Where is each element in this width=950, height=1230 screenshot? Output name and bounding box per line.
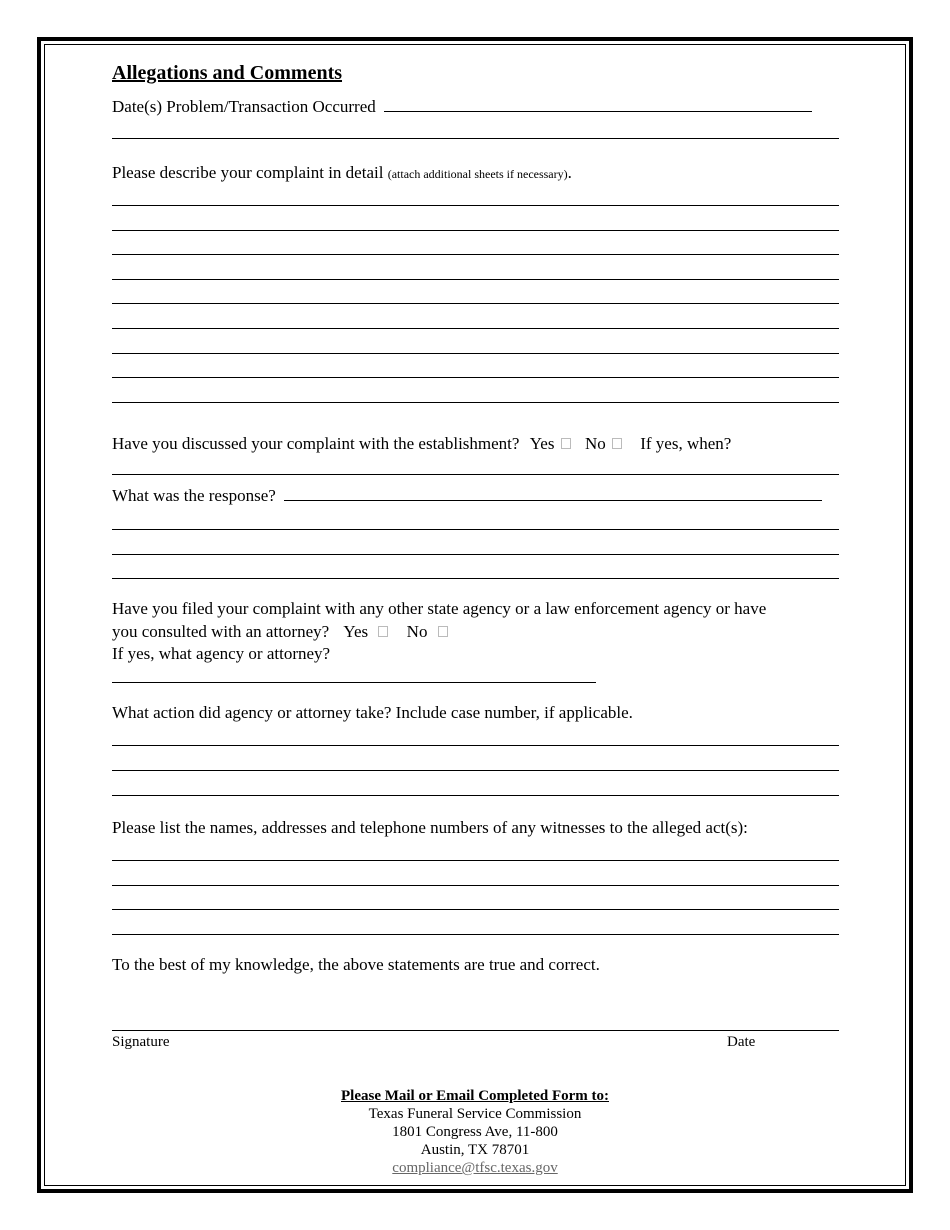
discussed-no-checkbox[interactable] xyxy=(612,438,622,449)
complaint-detail-line[interactable] xyxy=(112,230,839,231)
describe-complaint-row xyxy=(112,163,572,183)
mail-instructions xyxy=(0,1087,950,1177)
filed-yes-label: Yes xyxy=(343,622,369,641)
filed-no-checkbox[interactable] xyxy=(438,626,448,637)
discussed-question: Have you discussed your complaint with the establishment? xyxy=(112,434,520,453)
action-line[interactable] xyxy=(112,745,839,746)
filed-question-line-2: you consulted with an attorney? xyxy=(112,622,330,641)
response-line[interactable] xyxy=(112,578,839,579)
filed-yes-checkbox[interactable] xyxy=(378,626,388,637)
filed-row xyxy=(112,622,450,642)
mail-org: Texas Funeral Service Commission xyxy=(368,1106,582,1122)
mail-email-link[interactable]: compliance@tfsc.texas.gov xyxy=(392,1160,558,1176)
action-line[interactable] xyxy=(112,770,839,771)
signature-line[interactable] xyxy=(112,1030,839,1031)
complaint-detail-line[interactable] xyxy=(112,279,839,280)
action-line[interactable] xyxy=(112,795,839,796)
response-field[interactable] xyxy=(284,499,822,501)
date-occurred-label: Date(s) Problem/Transaction Occurred xyxy=(112,97,376,116)
describe-complaint-note: (attach additional sheets if necessary) xyxy=(387,167,568,181)
discussed-yes-label: Yes xyxy=(529,434,555,453)
complaint-detail-line[interactable] xyxy=(112,402,839,403)
form-title: Allegations and Comments xyxy=(112,62,343,84)
discussed-yes-checkbox[interactable] xyxy=(561,438,571,449)
describe-complaint-label: Please describe your complaint in detail xyxy=(112,163,384,182)
agency-label: If yes, what agency or attorney? xyxy=(112,644,331,663)
discussed-when-label: If yes, when? xyxy=(640,434,732,453)
complaint-detail-line[interactable] xyxy=(112,377,839,378)
affirmation-text: To the best of my knowledge, the above statements are true and correct. xyxy=(112,955,600,974)
filed-question-line-1: Have you filed your complaint with any other state agency or a law enforcement agency or have xyxy=(112,599,767,618)
date-occurred-field[interactable] xyxy=(384,110,812,112)
discussed-no-label: No xyxy=(584,434,606,453)
response-row xyxy=(112,486,822,506)
filed-no-label: No xyxy=(406,622,428,641)
action-question: What action did agency or attorney take? Include case number, if applicable. xyxy=(112,703,633,722)
complaint-detail-line[interactable] xyxy=(112,254,839,255)
mail-address-line-2: Austin, TX 78701 xyxy=(420,1142,530,1158)
date-occurred-row xyxy=(112,97,812,117)
response-line[interactable] xyxy=(112,529,839,530)
date-occurred-field-line-2[interactable] xyxy=(112,138,839,139)
discussed-when-field[interactable] xyxy=(112,474,839,475)
mail-heading: Please Mail or Email Completed Form to: xyxy=(341,1088,609,1104)
witnesses-line[interactable] xyxy=(112,909,839,910)
response-line[interactable] xyxy=(112,554,839,555)
agency-field[interactable] xyxy=(112,682,596,683)
witnesses-line[interactable] xyxy=(112,934,839,935)
complaint-detail-line[interactable] xyxy=(112,353,839,354)
witnesses-question: Please list the names, addresses and telephone numbers of any witnesses to the alleged act(s): xyxy=(112,818,748,837)
witnesses-line[interactable] xyxy=(112,885,839,886)
discussed-row xyxy=(112,434,731,454)
complaint-detail-line[interactable] xyxy=(112,205,839,206)
describe-complaint-period: . xyxy=(567,163,572,182)
signature-label: Signature xyxy=(112,1034,170,1050)
complaint-detail-line[interactable] xyxy=(112,328,839,329)
signature-date-label: Date xyxy=(727,1034,756,1050)
response-label: What was the response? xyxy=(112,486,276,505)
complaint-detail-line[interactable] xyxy=(112,303,839,304)
witnesses-line[interactable] xyxy=(112,860,839,861)
mail-address-line-1: 1801 Congress Ave, 11-800 xyxy=(392,1124,558,1140)
